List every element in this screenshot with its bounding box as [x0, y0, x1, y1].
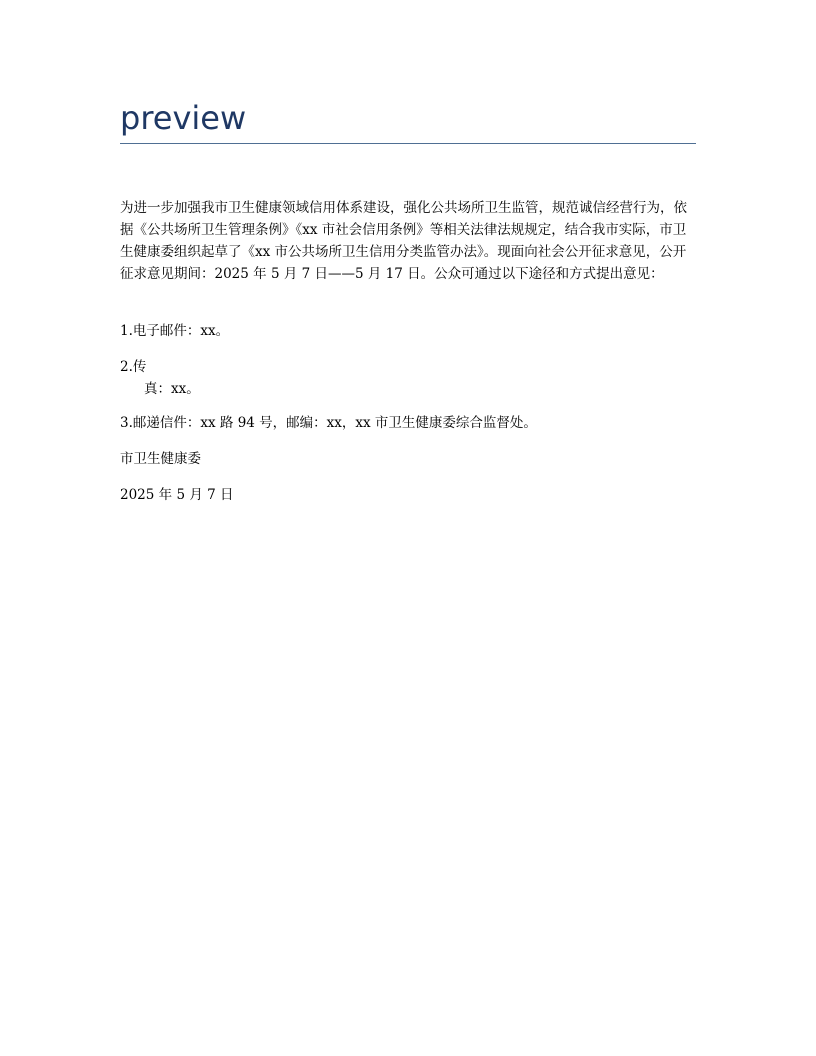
fax-line-1: 2.传 [120, 359, 147, 375]
list-item-email: 1.电子邮件：xx。 [120, 323, 230, 339]
list-item-fax [120, 356, 696, 400]
intro-paragraph: 为进一步加强我市卫生健康领域信用体系建设，强化公共场所卫生监管，规范诚信经营行为，依据《公共场所卫生管理条例》《xx 市社会信用条例》等相关法律法规规定，结合我市实际，市卫生健康委组织起草了《xx 市公共场所卫生信用分类监管办法》。现面向社会公开征求意见，公开征求意见期间：2025 年 5 月 7 日——5 月 17 日。公众可通过以下途径和方式提出意见： [120, 200, 687, 282]
title-divider [120, 143, 696, 144]
document-date: 2025 年 5 月 7 日 [120, 487, 234, 503]
fax-line-2: 真：xx。 [144, 381, 200, 397]
document-title: preview [120, 99, 247, 137]
signature: 市卫生健康委 [120, 451, 201, 467]
list-item-mail: 3.邮递信件：xx 路 94 号，邮编：xx，xx 市卫生健康委综合监督处。 [120, 415, 537, 431]
